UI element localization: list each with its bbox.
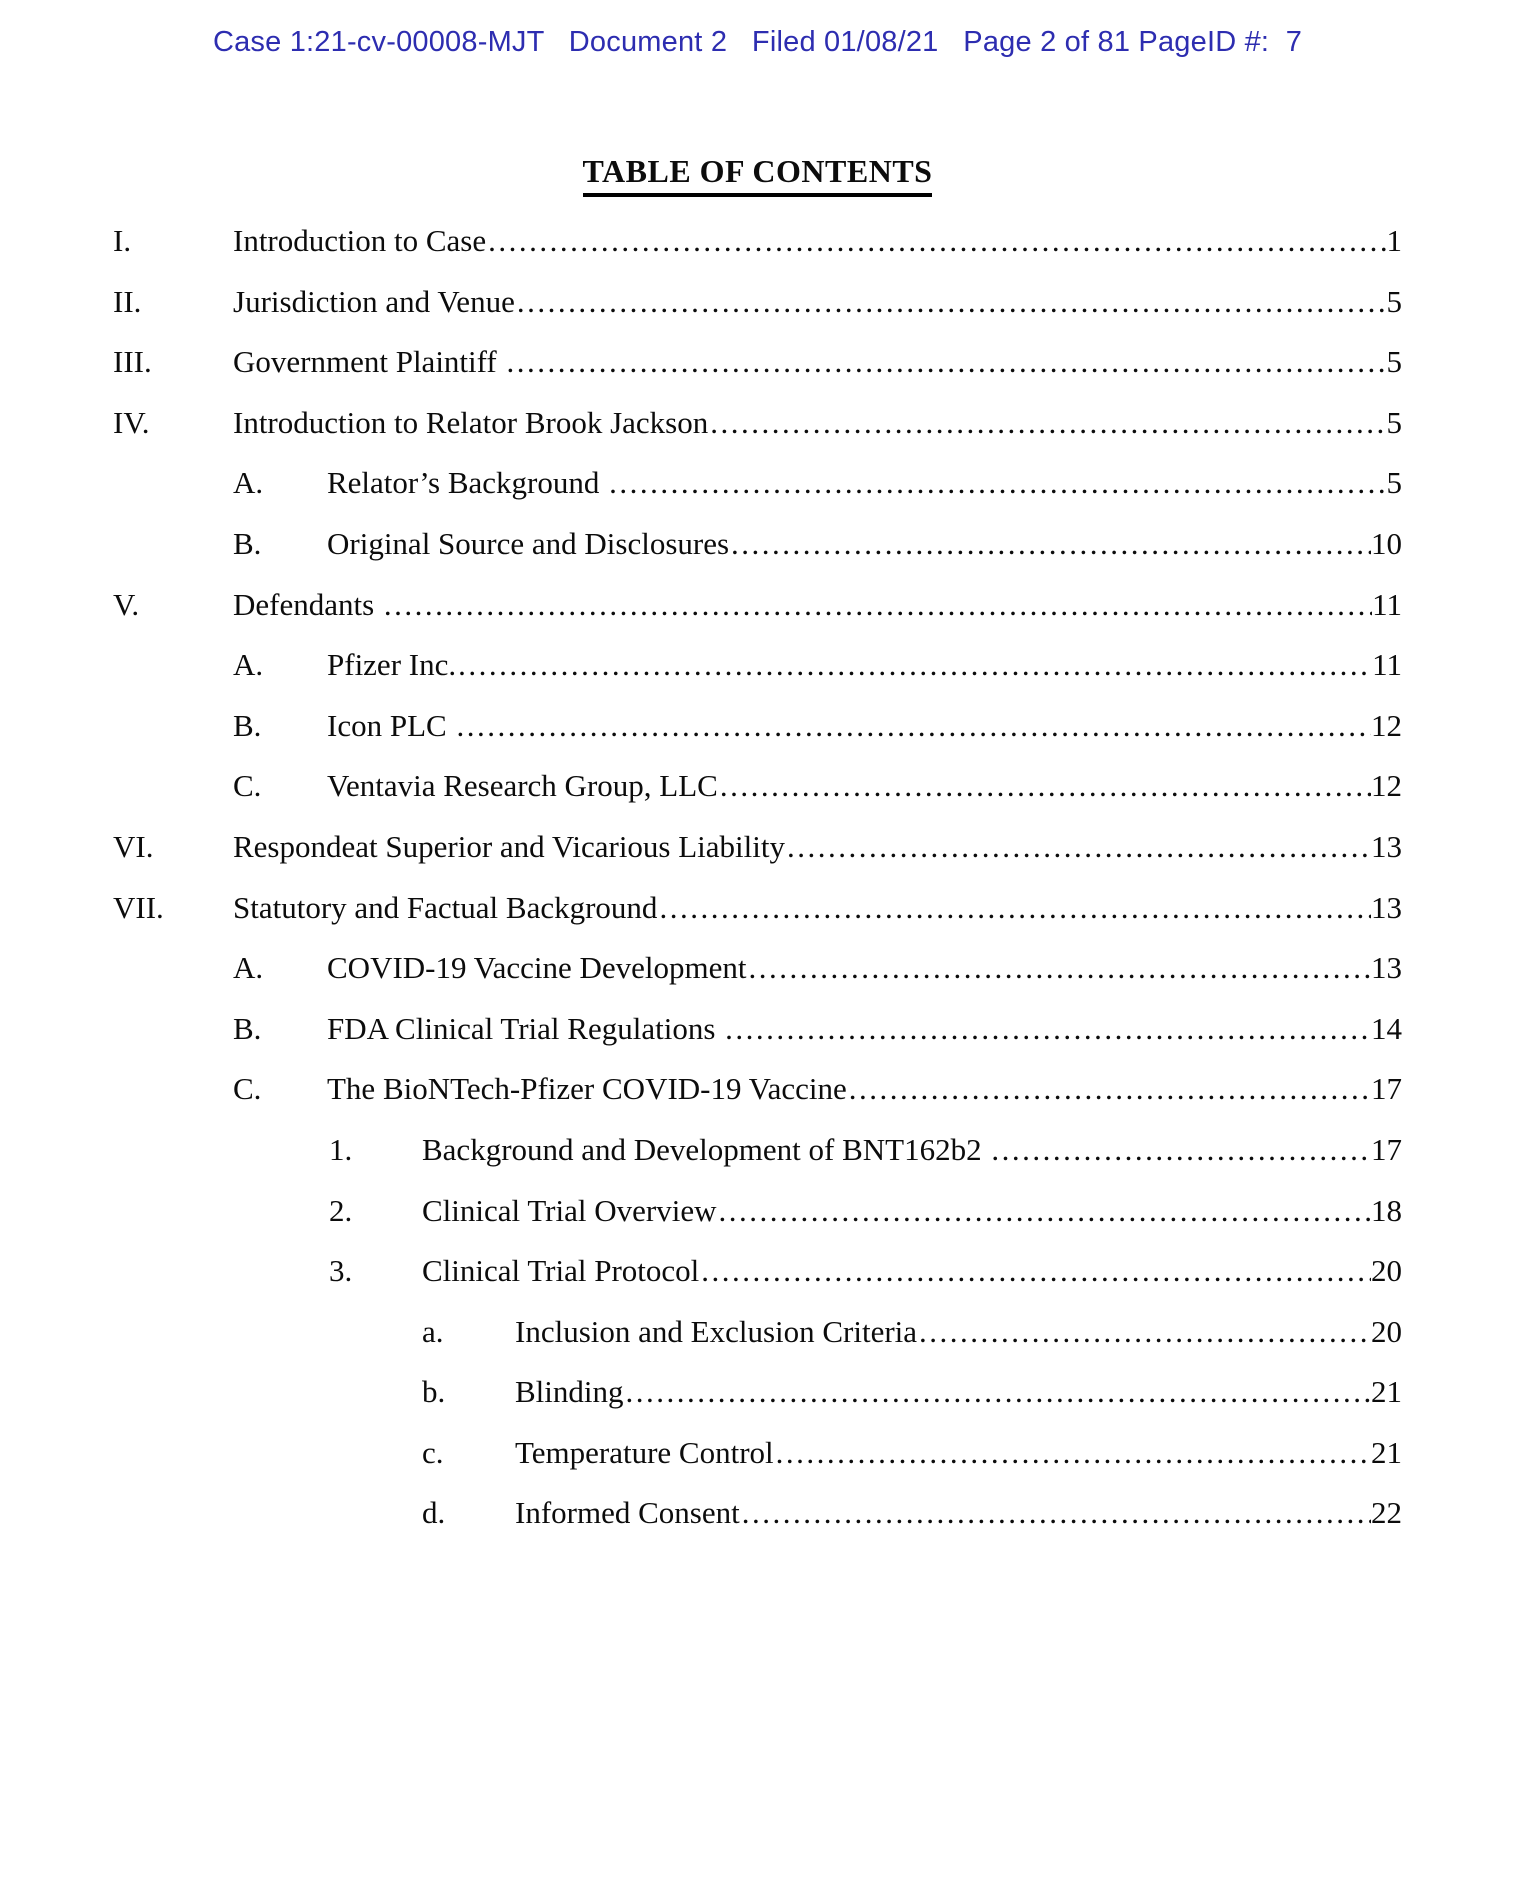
toc-entry-marker: II. (113, 283, 142, 319)
toc-entry-marker: VI. (113, 828, 154, 864)
toc-entry (0, 635, 1515, 696)
toc-entry (0, 1181, 1515, 1242)
toc-entry-title: Jurisdiction and Venue (233, 283, 515, 319)
toc-entry-page-number: 1 (1386, 223, 1402, 258)
toc-entry (0, 211, 1515, 272)
toc-entry-marker: A. (233, 465, 264, 501)
dot-leader (517, 272, 1387, 333)
toc-entry-title: Government Plaintiff (233, 344, 505, 380)
toc-entry-marker: 2. (329, 1192, 353, 1228)
toc-entry-page-number: 18 (1371, 1192, 1402, 1228)
dot-leader (991, 1120, 1371, 1181)
dot-leader (725, 999, 1371, 1060)
toc-entry-marker: 1. (329, 1131, 353, 1167)
dot-leader (488, 211, 1386, 272)
toc-entry (0, 272, 1515, 333)
toc-entry (0, 332, 1515, 393)
toc-entry (0, 393, 1515, 454)
toc-entry-title: Informed Consent (515, 1495, 740, 1531)
toc-entry (0, 817, 1515, 878)
document-page (0, 26, 1515, 1544)
toc-entry-page-number: 20 (1371, 1313, 1402, 1349)
toc-entry-title: Defendants (233, 586, 382, 622)
toc-entry-title: Clinical Trial Overview (422, 1192, 717, 1228)
toc-entry-title: Respondeat Superior and Vicarious Liability (233, 828, 786, 864)
toc-entry-marker: 3. (329, 1253, 353, 1289)
toc-entry-marker: c. (422, 1434, 444, 1470)
toc-entry-title: Clinical Trial Protocol (422, 1253, 700, 1289)
toc-entry (0, 878, 1515, 939)
toc-entry-page-number: 20 (1371, 1253, 1402, 1289)
toc-entry-marker: d. (422, 1495, 446, 1531)
toc-entry-page-number: 10 (1371, 525, 1402, 561)
toc-entry-page-number: 17 (1371, 1071, 1402, 1107)
toc-entry-title: Introduction to Relator Brook Jackson (233, 404, 709, 440)
toc-entry (0, 756, 1515, 817)
toc-entry-marker: A. (233, 647, 264, 683)
toc-entry-marker: V. (113, 586, 140, 622)
toc-entry-marker: A. (233, 950, 264, 986)
toc-entry-marker: C. (233, 768, 262, 804)
dot-leader (507, 332, 1387, 393)
toc-entry-page-number: 17 (1371, 1131, 1402, 1167)
toc-entry-page-number: 13 (1371, 889, 1402, 925)
toc-entry-title: Pfizer Inc. (327, 647, 457, 683)
toc-entry-marker: B. (233, 525, 262, 561)
dot-leader (742, 1483, 1371, 1544)
toc-entry-title: The BioNTech-Pfizer COVID-19 Vaccine (327, 1071, 847, 1107)
toc-entry-title: Ventavia Research Group, LLC (327, 768, 718, 804)
dot-leader (701, 1241, 1371, 1302)
toc-entry-title: Blinding (515, 1374, 624, 1410)
toc-entry-marker: III. (113, 344, 152, 380)
toc-entry (0, 1241, 1515, 1302)
page-title: TABLE OF CONTENTS (583, 153, 933, 197)
dot-leader (458, 635, 1372, 696)
toc-entry (0, 1423, 1515, 1484)
toc-entry-marker: VII. (113, 889, 164, 925)
toc-entry-page-number: 5 (1386, 404, 1402, 440)
toc-entry (0, 999, 1515, 1060)
dot-leader (710, 393, 1386, 454)
toc-entry-title: COVID-19 Vaccine Development (327, 950, 747, 986)
toc-entry-title: Statutory and Factual Background (233, 889, 658, 925)
toc-entry-marker: IV. (113, 404, 150, 440)
toc-entry-marker: B. (233, 1010, 262, 1046)
toc-entry-title: FDA Clinical Trial Regulations (327, 1010, 724, 1046)
toc-entry-marker: b. (422, 1374, 446, 1410)
dot-leader (776, 1423, 1371, 1484)
toc-entry-page-number: 13 (1371, 828, 1402, 864)
toc-entry-title: Relator’s Background (327, 465, 608, 501)
toc-entry (0, 1483, 1515, 1544)
dot-leader (720, 756, 1371, 817)
dot-leader (787, 817, 1371, 878)
toc-entry-page-number: 13 (1371, 950, 1402, 986)
dot-leader (731, 514, 1371, 575)
case-stamp-header: Case 1:21-cv-00008-MJT Document 2 Filed 01/08/21 Page 2 of 81 PageID #: 7 (212, 26, 1303, 58)
toc-entry-title: Temperature Control (515, 1434, 774, 1470)
toc-entry-title: Background and Development of BNT162b2 (422, 1131, 990, 1167)
toc-entry-page-number: 21 (1371, 1434, 1402, 1470)
toc-entry-title: Original Source and Disclosures (327, 525, 730, 561)
toc-entry (0, 938, 1515, 999)
toc-entry-page-number: 21 (1371, 1374, 1402, 1410)
dot-leader (718, 1181, 1371, 1242)
toc-entry-page-number: 11 (1372, 586, 1402, 622)
toc-entry-page-number: 22 (1371, 1495, 1402, 1531)
toc-entry (0, 1302, 1515, 1363)
toc-entry-marker: a. (422, 1313, 444, 1349)
toc-entry-page-number: 12 (1371, 707, 1402, 743)
toc-entry-page-number: 5 (1386, 344, 1402, 380)
title-row (0, 153, 1515, 197)
dot-leader (384, 575, 1372, 636)
toc-entry-page-number: 12 (1371, 768, 1402, 804)
dot-leader (919, 1302, 1371, 1363)
toc-entry-title: Inclusion and Exclusion Criteria (515, 1313, 918, 1349)
toc-entry-marker: B. (233, 707, 262, 743)
toc-entry (0, 514, 1515, 575)
dot-leader (626, 1362, 1371, 1423)
toc-entry (0, 1362, 1515, 1423)
toc-entry-title: Icon PLC (327, 707, 455, 743)
toc-entry-page-number: 5 (1386, 465, 1402, 501)
toc-entry-marker: C. (233, 1071, 262, 1107)
toc-entry-marker: I. (113, 223, 132, 258)
toc-entry-page-number: 14 (1371, 1010, 1402, 1046)
table-of-contents (0, 211, 1515, 1544)
toc-entry-title: Introduction to Case (233, 223, 487, 258)
dot-leader (849, 1059, 1371, 1120)
toc-entry (0, 453, 1515, 514)
dot-leader (456, 696, 1371, 757)
toc-entry-page-number: 5 (1386, 283, 1402, 319)
toc-entry (0, 696, 1515, 757)
dot-leader (749, 938, 1371, 999)
dot-leader (659, 878, 1371, 939)
toc-entry (0, 575, 1515, 636)
toc-entry-page-number: 11 (1372, 647, 1402, 683)
toc-entry (0, 1059, 1515, 1120)
toc-entry (0, 1120, 1515, 1181)
dot-leader (609, 453, 1386, 514)
